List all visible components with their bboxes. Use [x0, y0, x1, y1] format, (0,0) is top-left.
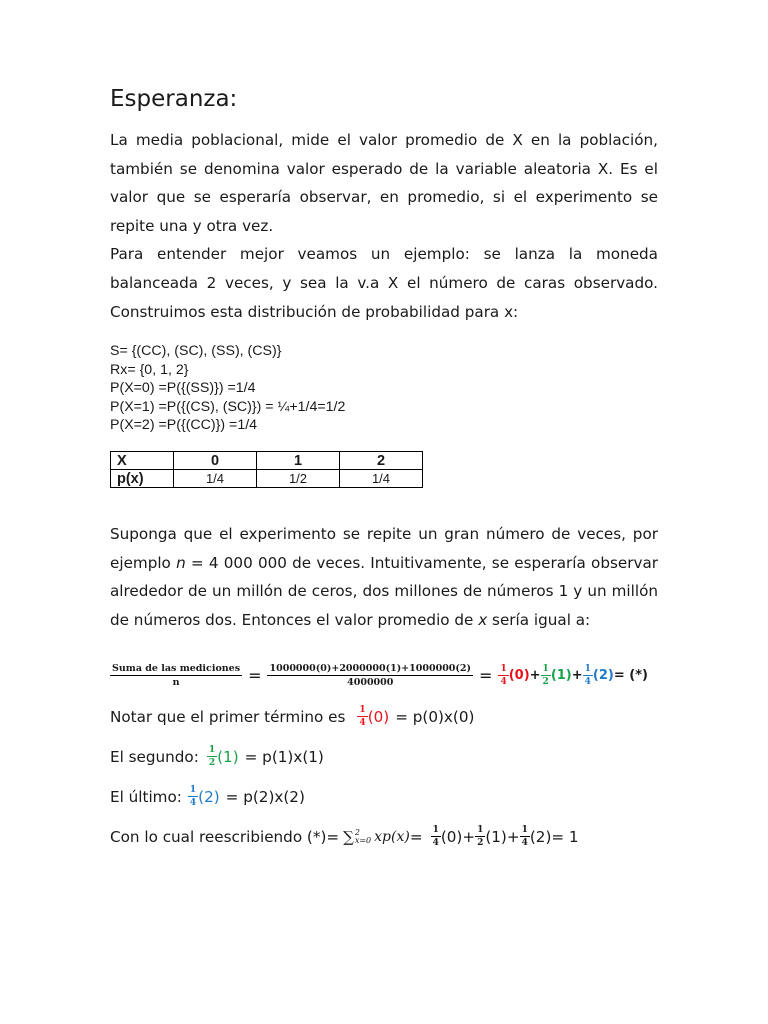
note1-arg: (0): [367, 708, 390, 726]
variable-n: n: [176, 553, 186, 572]
table-header-row: [111, 452, 423, 470]
distribution-table: [110, 451, 423, 488]
example-paragraph: Para entender mejor veamos un ejemplo: se lanza la moneda balanceada 2 veces, y sea la v.a X el número de caras observado. Construimos esta distribución de probabilidad para x:: [110, 245, 658, 321]
table-cell: 1/4: [340, 470, 423, 488]
note1-fraction: $\frac{1}{4}$: [359, 705, 366, 728]
plus-sign: +: [529, 668, 541, 683]
paragraph-text: sería igual a:: [487, 610, 591, 629]
table-header-cell: 0: [174, 452, 257, 470]
probability-line: P(X=0) =P({(SS)}) =1/4: [110, 380, 256, 397]
mid-fraction: $\frac{1000000(0)+2000000(1)+1000000(2)}{4000000}$: [269, 663, 472, 688]
table-row: [111, 470, 423, 488]
equals-sign: =: [248, 666, 262, 685]
note2-fraction: $\frac{1}{2}$: [208, 745, 216, 768]
final-expression: [110, 826, 579, 848]
variable-x: x: [478, 610, 488, 629]
paragraph-text: = 4 000 000 de veces. Intuitivamente, se esperaría observar alrededor de un millón de ceros, dos millones de números 1 y un millón de números dos. Entonces el valor promedio de: [110, 553, 659, 629]
probability-line: P(X=2) =P({(CC)}) =1/4: [110, 417, 258, 434]
note1-rhs: = p(0)x(0): [395, 708, 475, 726]
final-term: (2)= 1: [529, 828, 579, 846]
final-term: (0)+: [440, 828, 476, 846]
term2-arg: (1): [550, 668, 572, 683]
average-formula: [110, 664, 648, 687]
term1-fraction: $\frac{1}{4}$: [500, 663, 507, 687]
note-text: El segundo:: [110, 748, 199, 766]
note-text: El último:: [110, 788, 182, 806]
paragraph-text: Suponga que el experimento se repite un gran número de veces, por ejemplo: [110, 525, 658, 572]
note2-rhs: = p(1)x(1): [244, 748, 324, 766]
sum-expression: xp(x): [374, 829, 410, 845]
page-title: Esperanza:: [110, 86, 238, 112]
final-fraction-a: $\frac{1}{4}$: [432, 825, 439, 848]
table-header-cell: X: [111, 452, 174, 470]
table-header-cell: 1: [257, 452, 340, 470]
final-term: (1)+: [485, 828, 520, 846]
final-text: Con lo cual reescribiendo (*)=: [110, 828, 340, 846]
plus-sign: +: [571, 668, 583, 683]
note3-fraction: $\frac{1}{4}$: [189, 785, 197, 808]
table-cell: 1/4: [174, 470, 257, 488]
note-first-term: [110, 706, 474, 728]
intro-paragraphs: [110, 126, 658, 326]
table-row-label: p(x): [111, 470, 174, 488]
range-line: Rx= {0, 1, 2}: [110, 361, 189, 378]
probability-line: P(X=1) =P({(CS), (SC)}) = ¼+1/4=1/2: [110, 398, 346, 415]
equals-sign: =: [479, 666, 493, 685]
term2-fraction: $\frac{1}{2}$: [542, 663, 549, 687]
repetition-paragraph: [110, 520, 658, 634]
sample-space-block: [110, 342, 345, 435]
table-header-cell: 2: [340, 452, 423, 470]
term1-arg: (0): [508, 668, 530, 683]
note2-arg: (1): [217, 748, 239, 766]
term3-arg: (2): [592, 668, 614, 683]
final-fraction-b: $\frac{1}{2}$: [477, 825, 484, 848]
note-last-term: [110, 786, 305, 808]
table-cell: 1/2: [257, 470, 340, 488]
note-second-term: [110, 746, 324, 768]
note3-rhs: = p(2)x(2): [225, 788, 305, 806]
formula-tail: = (*): [613, 668, 648, 683]
sample-space-line: S= {(CC), (SC), (SS), (CS)}: [110, 343, 282, 359]
note3-arg: (2): [198, 788, 220, 806]
equals-sign: =: [409, 828, 423, 846]
sigma-symbol: ∑: [343, 828, 354, 846]
term3-fraction: $\frac{1}{4}$: [584, 663, 591, 687]
final-fraction-c: $\frac{1}{4}$: [521, 825, 528, 848]
note-text: Notar que el primer término es: [110, 708, 346, 726]
lhs-fraction: $\frac{\text{Suma de las mediciones}}{n}$: [112, 663, 241, 688]
sum-limits: 2 x=0: [354, 828, 372, 845]
definition-paragraph: La media poblacional, mide el valor promedio de X en la población, también se denomina valor esperado de la variable aleatoria X. Es el valor que se esperaría observar, en promedio, si el experimento se repite una y otra vez.: [110, 131, 658, 235]
